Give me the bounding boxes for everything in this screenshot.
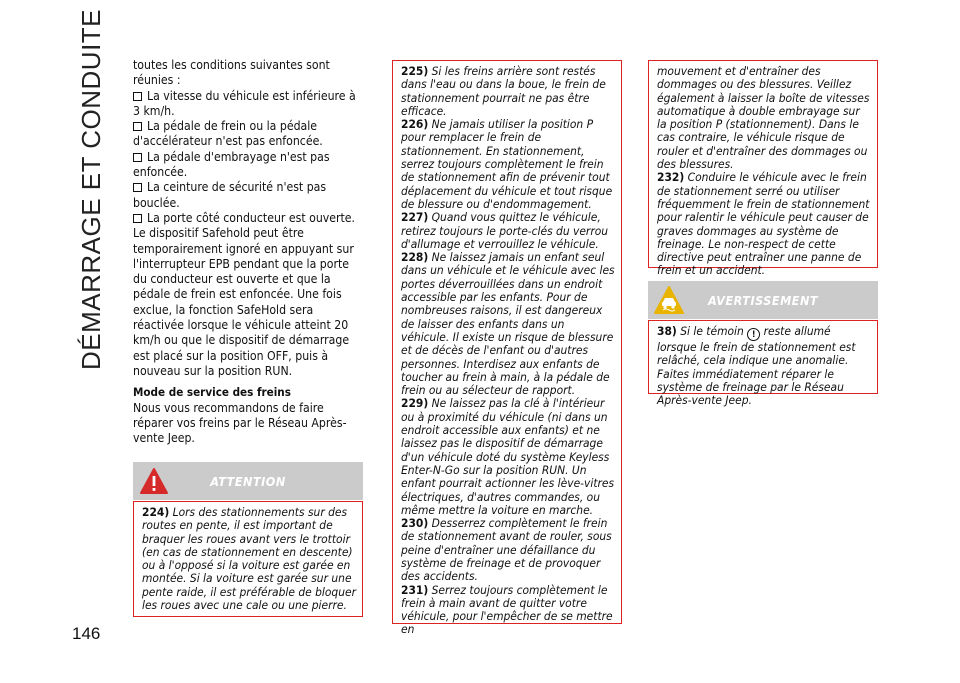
- section-heading: Mode de service des freins: [133, 385, 291, 400]
- service-paragraph: Nous vous recommandons de faire réparer vos freins par le Réseau Après-vente Jeep.: [133, 400, 347, 446]
- checkbox-bullet-icon: [133, 214, 142, 223]
- note-224: 224) Lors des stationnements sur des routes en pente, il est important de braquer les roues avant vers le trottoir (en cas de stationnement en descente) ou à l'opposé si la voiture est garée en montée. Si la voiture est garée sur une pente raide, il est préférable de bloquer les roues avec une cale ou une pierre.: [142, 505, 356, 613]
- page-number: 146: [72, 624, 101, 643]
- safehold-paragraph: Le dispositif Safehold peut être temporairement ignoré en appuyant sur l'interrupteur EPB pendant que la porte du conducteur est ouverte et que la pédale de frein est enfoncée. Une fois exclue, la fonction SafeHold sera réactivée lorsque le véhicule atteint 20 km/h ou que le dispositif de démarrage est placé sur la position OFF, puis à nouveau sur la position RUN.: [133, 226, 354, 378]
- note-228: 228) Ne laissez jamais un enfant seul dans un véhicule et le véhicule avec les portes déverrouillées dans un endroit accessible par les enfants. Pour de nombreuses raisons, il est dangereux de laisser des enfants dans un véhicule. Il existe un risque de blessure et de décès de l'enfant ou d'autres personnes. Interdisez aux enfants de toucher au frein à main, à la pédale de frein ou au sélecteur de rapport.: [401, 250, 615, 398]
- right-notes-box: [648, 60, 878, 278]
- attention-label: ATTENTION: [210, 473, 286, 489]
- condition-item: La pédale d'embrayage n'est pas enfoncée.: [133, 149, 330, 180]
- note-227: 227) Quand vous quittez le véhicule, retirez toujours le porte-clés du verrou d'allumage et verrouillez le véhicule.: [401, 210, 609, 251]
- note-229: 229) Ne laissez pas la clé à l'intérieur ou à proximité du véhicule (ni dans un endroit accessible aux enfants) et ne laissez pas le dispositif de démarrage d'un véhicule doté du système Keyless Enter-N-Go sur la position RUN. Un enfant pourrait actionner les lève-vitres électriques, d'autres commandes, ou même mettre la voiture en marche.: [401, 396, 615, 517]
- checkbox-bullet-icon: [133, 92, 142, 101]
- side-section-title-text: DÉMARRAGE ET CONDUITE: [76, 8, 107, 370]
- warning-box: [648, 320, 878, 408]
- note-225: 225) Si les freins arrière sont restés dans l'eau ou dans la boue, le frein de stationnement pourrait ne pas être efficace.: [401, 64, 606, 118]
- note-226: 226) Ne jamais utiliser la position P pour remplacer le frein de stationnement. En stationnement, serrez toujours complètement le frein de stationnement afin de prévenir tout déplacement du véhicule et tout risque de blessure ou d'endommagement.: [401, 117, 613, 211]
- condition-item: La vitesse du véhicule est inférieure à 3 km/h.: [133, 88, 356, 118]
- column-1: [133, 58, 363, 446]
- attention-banner: [133, 462, 363, 500]
- note-38: 38) Si le témoin ! reste allumé lorsque le frein de stationnement est relâché, cela indique une anomalie. Faites immédiatement réparer le système de freinage par le Réseau Après-vente Jeep.: [657, 324, 856, 408]
- condition-item: La porte côté conducteur est ouverte.: [133, 211, 363, 226]
- checkbox-bullet-icon: [133, 153, 142, 162]
- condition-item: La ceinture de sécurité n'est pas bouclée.: [133, 180, 327, 210]
- note-231-continuation: mouvement et d'entraîner des dommages ou des blessures. Veillez également à laisser la boîte de vitesses automatique à double embrayage sur la position P (stationnement). Dans le cas contraire, le véhicule risque de rouler et d'entraîner des dommages ou des blessures.: [657, 64, 870, 172]
- checkbox-bullet-icon: [133, 183, 142, 192]
- condition-item: La pédale de frein ou la pédale d'accélérateur n'est pas enfoncée.: [133, 119, 323, 149]
- note-232: 232) Conduire le véhicule avec le frein de stationnement serré ou utiliser fréquemment le frein de stationnement pour ralentir le véhicule peut causer de graves dommages au système de freinage. Le non-respect de cette directive peut entraîner une panne de frein et un accident.: [657, 170, 870, 278]
- attention-box: [133, 501, 363, 617]
- intro-text: toutes les conditions suivantes sont réunies :: [133, 58, 330, 88]
- warning-banner: [648, 281, 878, 319]
- note-231: 231) Serrez toujours complètement le frein à main avant de quitter votre véhicule, pour l'empêcher de se mettre en: [401, 582, 613, 637]
- brake-warning-lamp-icon: !: [747, 328, 760, 341]
- note-230: 230) Desserrez complètement le frein de stationnement avant de rouler, sous peine d'entraîner une défaillance du système de freinage et de provoquer des accidents.: [401, 516, 612, 584]
- checkbox-bullet-icon: [133, 122, 142, 131]
- warning-label: AVERTISSEMENT: [707, 292, 819, 308]
- middle-notes-box: [392, 60, 622, 637]
- side-section-title: [62, 8, 122, 370]
